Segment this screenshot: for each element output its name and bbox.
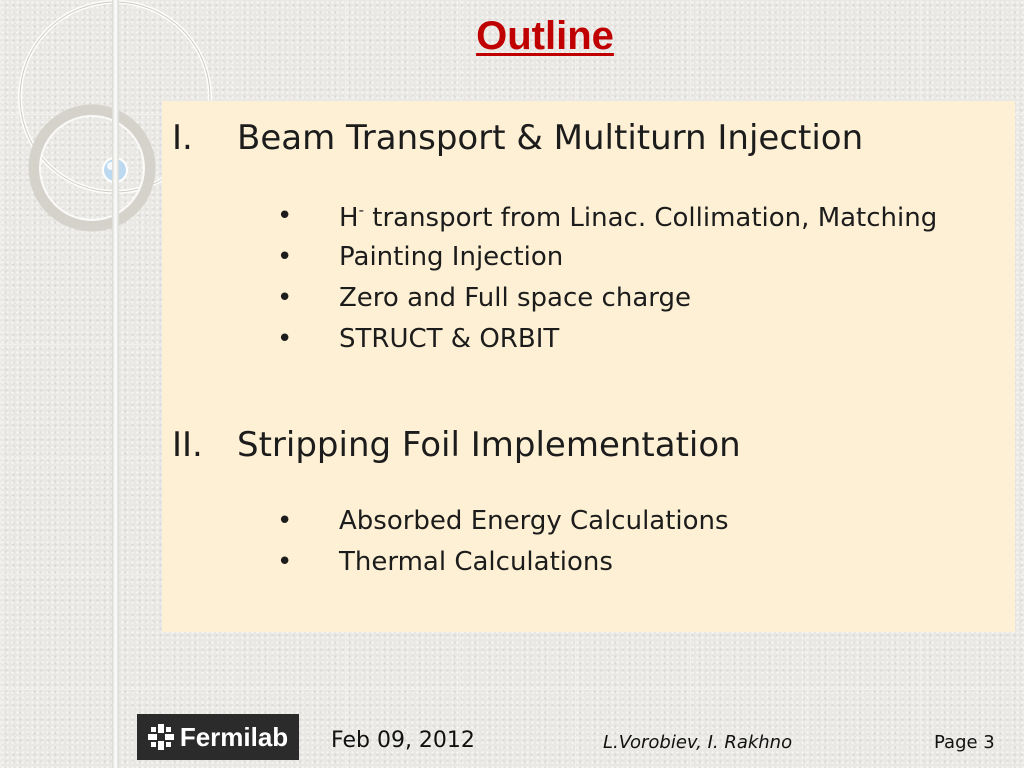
- bullet-text: Thermal Calculations: [339, 547, 613, 577]
- section-title: Stripping Foil Implementation: [237, 425, 741, 465]
- bullet-icon: •: [277, 283, 293, 313]
- bullet-icon: •: [277, 324, 293, 354]
- fermilab-logo: [137, 714, 299, 760]
- content-panel: [162, 101, 1015, 632]
- bullet-text: Absorbed Energy Calculations: [339, 506, 729, 536]
- superscript: -: [358, 201, 364, 219]
- bullet-text: STRUCT & ORBIT: [339, 324, 560, 354]
- bullet-text-main: H: [339, 203, 359, 233]
- bullet-text: [339, 203, 937, 231]
- slide-title: Outline: [476, 14, 614, 58]
- bullet-icon: •: [277, 201, 293, 231]
- fermilab-mark-icon: [148, 724, 174, 750]
- footer-authors: L.Vorobiev, I. Rakhno: [603, 732, 793, 753]
- bullet-icon: •: [277, 547, 293, 577]
- section-number: I.: [172, 118, 193, 158]
- footer-date: Feb 09, 2012: [331, 728, 475, 753]
- bullet-text: Zero and Full space charge: [339, 283, 691, 313]
- vertical-divider-line: [112, 0, 119, 768]
- bullet-icon: •: [277, 242, 293, 272]
- section-number: II.: [172, 425, 203, 465]
- section-title: Beam Transport & Multiturn Injection: [237, 118, 864, 158]
- logo-text: Fermilab: [179, 721, 289, 752]
- bullet-text: Painting Injection: [339, 242, 564, 272]
- bullet-icon: •: [277, 506, 293, 536]
- bullet-text-rest: transport from Linac. Collimation, Matching: [363, 203, 938, 233]
- page-number: Page 3: [934, 732, 995, 753]
